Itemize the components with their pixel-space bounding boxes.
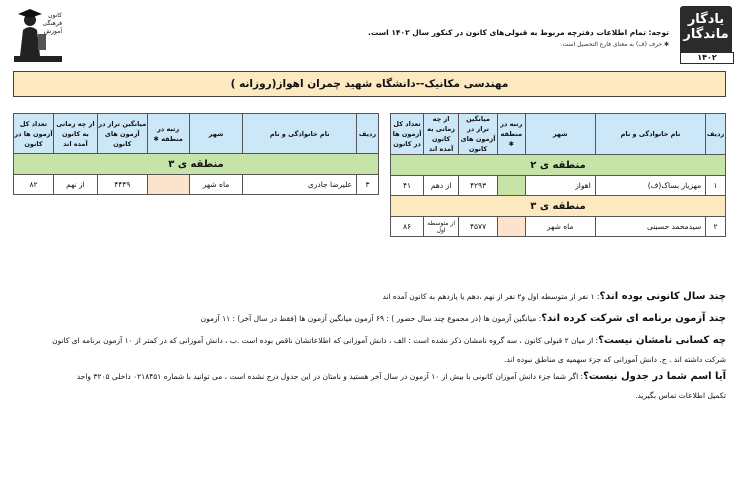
col-name: نام خانوادگی و نام	[243, 114, 357, 154]
answer-3b: شرکت داشته اند . ج. دانش آموزانی که جزء سهمیه ی مناطق نبوده اند.	[503, 355, 726, 364]
region-header: منطقه ی ۲	[391, 155, 726, 176]
qa-2	[201, 313, 726, 324]
cell-name: مهزیار بساک(ف)	[595, 176, 705, 196]
notice-sub: ✱ حرف (ف) به معنای فارغ التحصیل است.	[560, 41, 669, 48]
cell-rank	[498, 217, 526, 237]
cell-name: علیرضا جادری	[243, 175, 357, 195]
cell-index: ۳	[357, 175, 379, 195]
cell-count: ۸۶	[391, 217, 424, 237]
col-avg: میانگین تراز در آزمون های کانون	[459, 114, 498, 155]
question-2: چند آزمون برنامه ای شرکت کرده اند؟	[541, 313, 726, 324]
table-right	[390, 113, 726, 237]
col-count: تعداد کل آزمون ها در کانون	[391, 114, 424, 155]
cell-count: ۴۱	[391, 176, 424, 196]
col-index: ردیف	[706, 114, 726, 155]
cell-avg: ۴۲۹۳	[459, 176, 498, 196]
logo-text: کانون فرهنگی آموزش	[42, 12, 62, 35]
col-name: نام خانوادگی و نام	[595, 114, 705, 155]
brand-badge	[680, 6, 732, 56]
question-4: آیا اسم شما در جدول نیست؟	[583, 371, 726, 382]
question-3: چه کسانی نامشان نیست؟	[598, 335, 726, 346]
cell-since: از نهم	[53, 175, 97, 195]
cell-name: سیدمحمد حسینی	[595, 217, 705, 237]
qa-1	[382, 291, 726, 302]
brand-title: یادگار ماندگار	[683, 12, 729, 42]
cell-avg: ۴۵۷۷	[459, 217, 498, 237]
answer-4b: تکمیل اطلاعات تماس بگیرید.	[635, 391, 726, 400]
col-city: شهر	[189, 114, 243, 154]
answer-2: : میانگین آزمون ها (در مجموع چند سال حضور ) : ۶۹ آزمون میانگین آزمون ها (فقط در سال آخر) : ۱۱ آزمون	[200, 314, 542, 323]
section-title: مهندسی مکانیک--دانشگاه شهید چمران اهواز(روزانه )	[13, 71, 726, 97]
cell-index: ۱	[706, 176, 726, 196]
table-row	[391, 217, 726, 237]
col-rank: رتبه در منطقه ✱	[147, 114, 189, 154]
col-count: تعداد کل آزمون ها در کانون	[14, 114, 54, 154]
answer-3a: : از میان ۲ قبولی کانون ، سه گروه نامشان ذکر نشده است : الف ، دانش آموزانی که اطلاعاتشان ناقص بوده است .ب ، دانش آموزانی که در کمتر از ۱۰ آزمون برنامه ای کانون	[52, 336, 599, 345]
cell-rank	[147, 175, 189, 195]
qa-4-cont	[635, 391, 726, 400]
table-row	[391, 176, 726, 196]
region-header: منطقه ی ۳	[391, 196, 726, 217]
cell-index: ۲	[706, 217, 726, 237]
cell-city: ماه شهر	[525, 217, 595, 237]
table-left	[13, 113, 379, 195]
col-avg: میانگین تراز در آزمون های کانون	[97, 114, 147, 154]
brand-year: ۱۴۰۲	[680, 52, 734, 64]
region-header: منطقه ی ۳	[14, 154, 379, 175]
qa-4	[77, 371, 726, 382]
cell-city: ماه شهر	[189, 175, 243, 195]
qa-3-cont	[504, 355, 726, 364]
col-index: ردیف	[357, 114, 379, 154]
col-city: شهر	[525, 114, 595, 155]
table-row	[14, 175, 379, 195]
cell-count: ۸۲	[14, 175, 54, 195]
col-rank: رتبه در منطقه ✱	[498, 114, 526, 155]
cell-since: از دهم	[424, 176, 459, 196]
qa-3	[52, 335, 726, 346]
col-since: از چه زمانی به کانون آمده اند	[53, 114, 97, 154]
notice-main: توجه: تمام اطلاعات دفترچه مربوط به قبولی‌های کانون در کنکور سال ۱۴۰۲ است.	[368, 28, 669, 37]
answer-4a: : اگر شما جزء دانش آموزان کانونی با بیش از ۱۰ آزمون در سال آخر هستید و نامتان در این جدول درج نشده است ، می توانید با شماره ۰۲۱۸۴۵۱ داخلی ۳۲۰۵ واحد	[76, 372, 584, 381]
answer-1: : ۱ نفر از متوسطه اول و۲ نفر از نهم ،دهم یا یازدهم به کانون آمده اند	[382, 292, 600, 301]
cell-city: اهواز	[525, 176, 595, 196]
cell-since: از متوسطه اول	[424, 217, 459, 237]
cell-rank	[498, 176, 526, 196]
col-since: از چه زمانی به کانون آمده اند	[424, 114, 459, 155]
cell-avg: ۴۴۴۹	[97, 175, 147, 195]
question-1: چند سال کانونی بوده اند؟	[599, 291, 726, 302]
